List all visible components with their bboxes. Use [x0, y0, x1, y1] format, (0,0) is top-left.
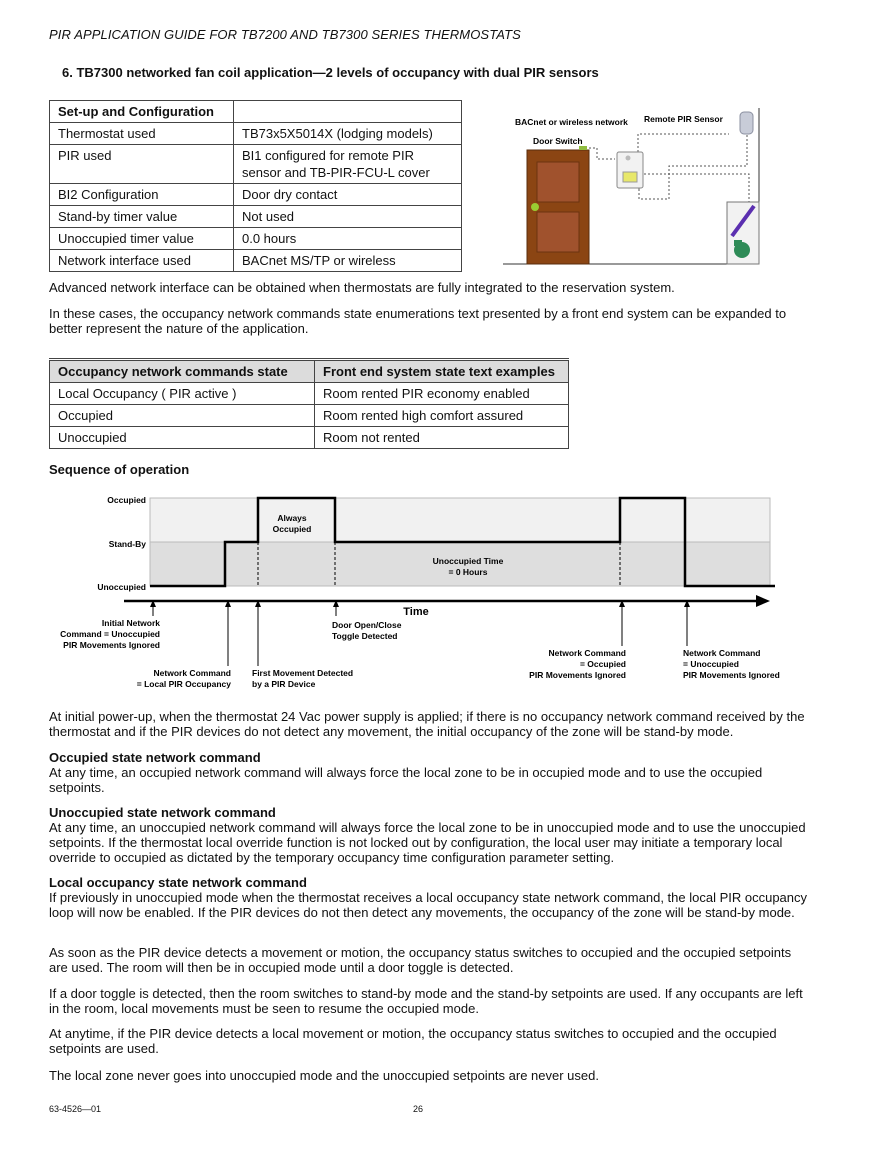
svg-text:PIR Movements Ignored: PIR Movements Ignored [63, 640, 160, 650]
table-cell: TB73x5X5014X (lodging models) [234, 123, 462, 145]
paragraph: At initial power-up, when the thermostat 24 Vac power supply is applied; if there is no occupancy network command received by the thermostat and if the PIR devices do not detect any movement, the initial occupancy of the zone will be stand-by mode. [49, 709, 805, 739]
event-network-unoccupied [683, 648, 780, 680]
table-row [50, 123, 462, 145]
unoccupied-time-label: = 0 Hours [448, 567, 488, 577]
svg-text:Network Command: Network Command [548, 648, 626, 658]
paragraph: If previously in unoccupied mode when the thermostat receives a local occupancy state network command, the local PIR occupancy loop will now be enabled. If the PIR devices do not then detect any movements, the occupancy of the zone will be stand-by mode. [49, 890, 808, 920]
svg-text:= Local PIR Occupancy: = Local PIR Occupancy [136, 679, 231, 689]
paragraph: As soon as the PIR device detects a movement or motion, the occupancy status switches to occupied and the occupied setpoints are used. The room will then be in occupied mode until a door toggle is detected. [49, 945, 792, 975]
table-cell: Not used [234, 206, 462, 228]
running-header: PIR APPLICATION GUIDE FOR TB7200 AND TB7300 SERIES THERMOSTATS [49, 27, 521, 42]
table-header-row [50, 101, 462, 123]
table-cell: 0.0 hours [234, 228, 462, 250]
door-handle [531, 203, 539, 211]
pir-cover [727, 202, 759, 264]
event-network-occupied [529, 648, 626, 680]
svg-text:= Occupied: = Occupied [579, 659, 626, 669]
table-header-cell: Occupancy network commands state [50, 360, 315, 383]
paragraph: At any time, an unoccupied network command will always force the local zone to be in unoccupied mode and to use the unoccupied setpoints. If the thermostat local override function is not locked out by configuration, the local user may initiate a temporary local override to occupied as dictated by the temporary occupancy time configuration parameter setting. [49, 820, 806, 865]
table-row [50, 250, 462, 272]
event-initial-unoccupied [60, 618, 160, 650]
table-cell: Door dry contact [234, 184, 462, 206]
subheading: Unoccupied state network command [49, 805, 276, 820]
table-cell: Network interface used [50, 250, 234, 272]
sequence-title: Sequence of operation [49, 462, 190, 477]
table-row [50, 184, 462, 206]
paragraph: The local zone never goes into unoccupied mode and the unoccupied setpoints are never used. [49, 1068, 599, 1083]
always-occupied-label: Occupied [272, 524, 312, 534]
table-cell: BACnet MS/TP or wireless [234, 250, 462, 272]
event-door-toggle [332, 620, 402, 641]
table-cell: PIR used [50, 145, 234, 184]
table-row [50, 206, 462, 228]
table-cell: Room not rented [315, 427, 569, 449]
svg-text:PIR Movements Ignored: PIR Movements Ignored [683, 670, 780, 680]
svg-text:Toggle Detected: Toggle Detected [332, 631, 398, 641]
always-occupied-label: Always [277, 513, 307, 523]
table-cell: Unoccupied timer value [50, 228, 234, 250]
paragraph: At anytime, if the PIR device detects a local movement or motion, the occupancy status switches to occupied and the occupied setpoints are used. [49, 1026, 777, 1056]
table-row [50, 145, 462, 184]
svg-text:Network Command: Network Command [153, 668, 231, 678]
paragraph: If a door toggle is detected, then the room switches to stand-by mode and the stand-by setpoints are used. If any occupants are left in the room, local movements must be seen to resume the occupied mode. [49, 986, 803, 1016]
room-diagram [497, 104, 765, 270]
door-switch-label: Door Switch [533, 136, 583, 146]
table-cell: Unoccupied [50, 427, 315, 449]
paragraph: At any time, an occupied network command will always force the local zone to be in occupied mode and to use the occupied setpoints. [49, 765, 763, 795]
table-cell: Occupied [50, 405, 315, 427]
table-cell: BI1 configured for remote PIR sensor and TB-PIR-FCU-L cover [234, 145, 462, 184]
table-row [50, 383, 569, 405]
time-label: Time [403, 606, 429, 618]
door [527, 146, 589, 264]
table-header-row [50, 360, 569, 383]
level-standby-label: Stand-By [108, 539, 146, 549]
sequence-diagram [40, 488, 800, 694]
subheading: Occupied state network command [49, 750, 261, 765]
subheading: Local occupancy state network command [49, 875, 307, 890]
table-cell: Local Occupancy ( PIR active ) [50, 383, 315, 405]
doc-number: 63-4526—01 [49, 1104, 102, 1114]
table-header-cell: Set-up and Configuration [50, 101, 234, 123]
table-cell: Thermostat used [50, 123, 234, 145]
time-axis-arrow [756, 595, 770, 607]
table-cell: Stand-by timer value [50, 206, 234, 228]
table-cell: BI2 Configuration [50, 184, 234, 206]
unoccupied-time-label: Unoccupied Time [432, 556, 504, 566]
remote-pir-sensor [740, 112, 753, 134]
table-row [50, 228, 462, 250]
level-occupied-label: Occupied [107, 495, 146, 505]
config-table [49, 100, 462, 272]
svg-text:PIR Movements Ignored: PIR Movements Ignored [529, 670, 626, 680]
occupancy-table [49, 358, 569, 449]
svg-text:First Movement Detected: First Movement Detected [252, 668, 354, 678]
svg-text:Door Open/Close: Door Open/Close [332, 620, 402, 630]
table-row [50, 427, 569, 449]
event-local-pir-occupancy [137, 668, 232, 689]
paragraph: In these cases, the occupancy network commands state enumerations text presented by a front end system can be expanded to better represent the nature of the application. [49, 306, 787, 336]
svg-text:= Unoccupied: = Unoccupied [683, 659, 739, 669]
table-header-cell: Front end system state text examples [315, 360, 569, 383]
table-cell: Room rented high comfort assured [315, 405, 569, 427]
network-label: BACnet or wireless network [515, 117, 628, 127]
event-first-movement [252, 668, 353, 689]
table-row [50, 405, 569, 427]
paragraph: Advanced network interface can be obtained when thermostats are fully integrated to the reservation system. [49, 280, 675, 295]
section-title: 6. TB7300 networked fan coil application—2 levels of occupancy with dual PIR sensors [62, 65, 599, 80]
door-switch [579, 146, 587, 150]
svg-text:by a PIR Device: by a PIR Device [252, 679, 316, 689]
table-header-cell [234, 101, 462, 123]
svg-text:Command = Unoccupied: Command = Unoccupied [60, 629, 160, 639]
thermostat [617, 152, 643, 188]
remote-pir-label: Remote PIR Sensor [644, 114, 723, 124]
svg-text:Initial Network: Initial Network [101, 618, 160, 628]
page-number: 26 [413, 1104, 424, 1114]
level-unoccupied-label: Unoccupied [97, 582, 146, 592]
table-cell: Room rented PIR economy enabled [315, 383, 569, 405]
svg-text:Network Command: Network Command [683, 648, 761, 658]
